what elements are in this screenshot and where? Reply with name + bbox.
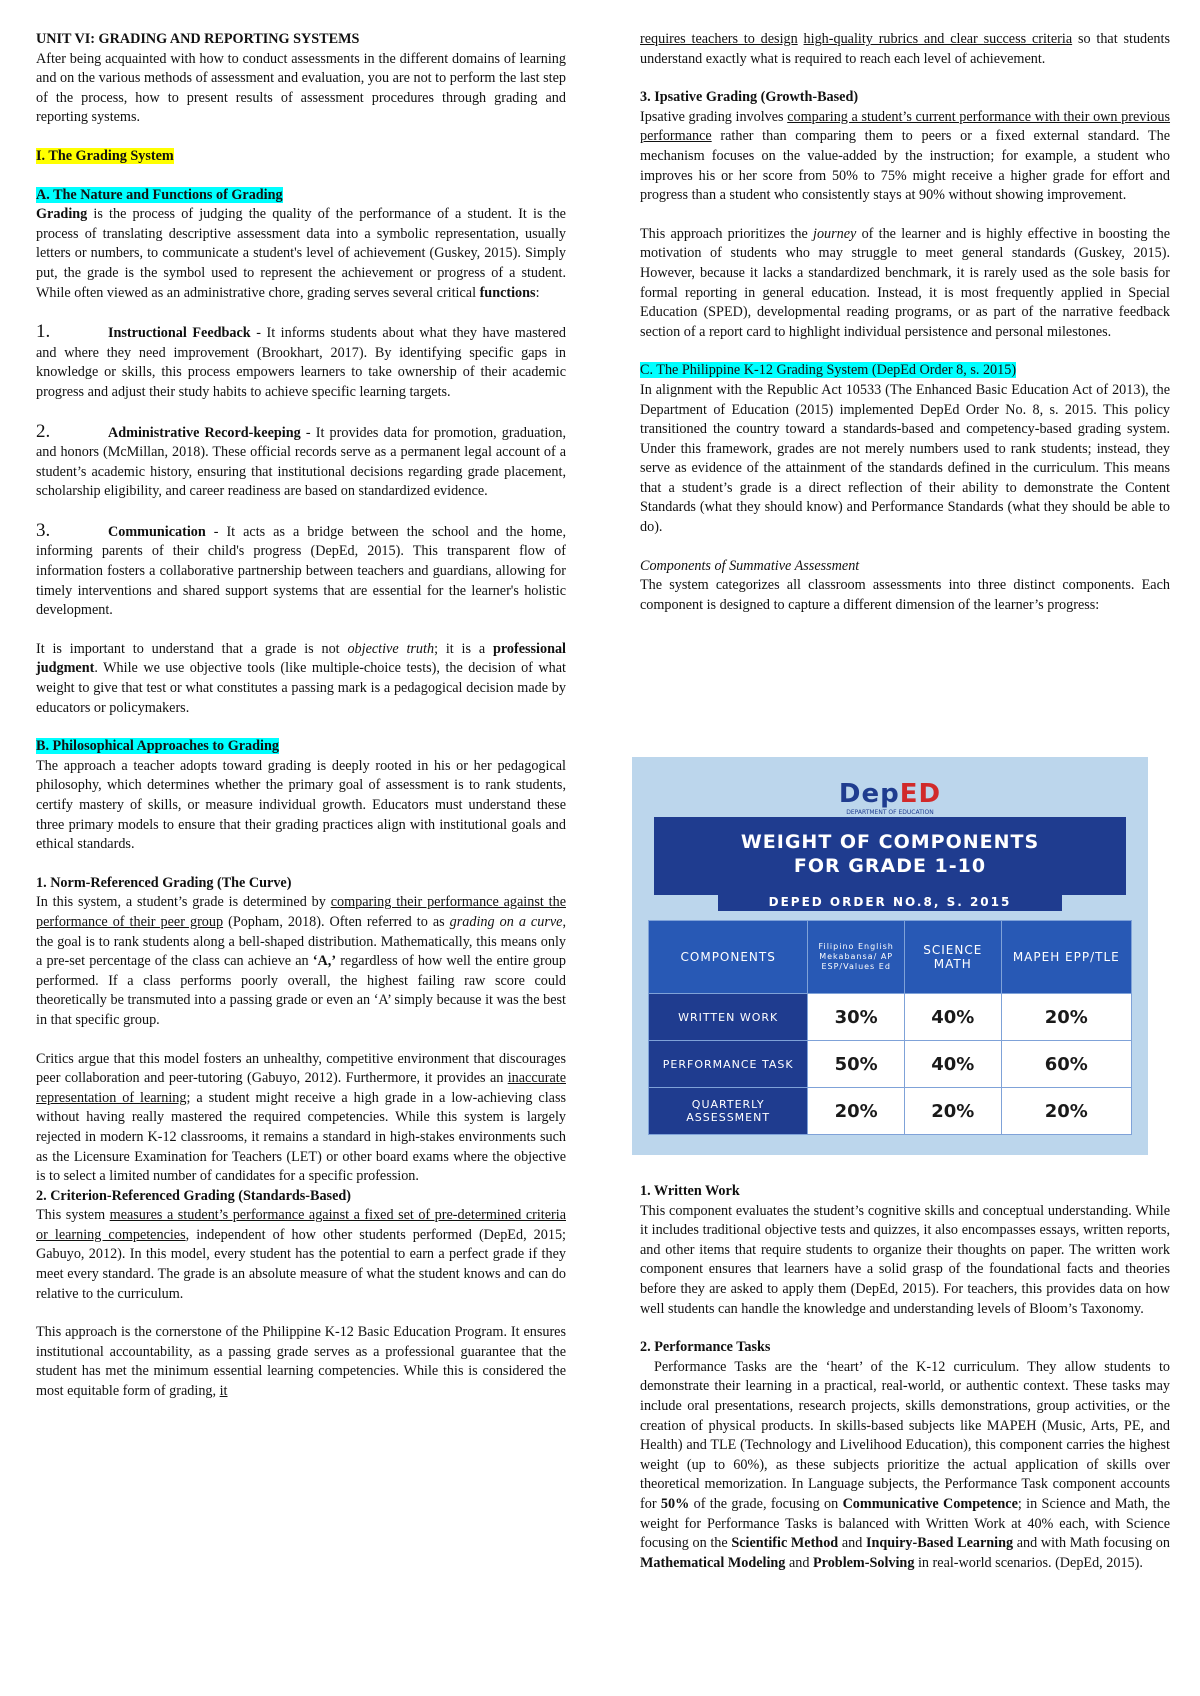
- right-column-lower: [640, 1182, 1170, 1573]
- journey-paragraph: This approach prioritizes the journey of the learner and is highly effective in boosting the motivation of students who may struggle to meet general standards (Guskey, 2015). However, because it lacks a standardized benchmark, it is rarely used as the sole basis for formal reporting in general education. Instead, it is most frequently applied in Special Education (SPED), developmental reading programs, or as part of the narrative feedback section of a report card to highlight individual persistence and personal milestones.: [640, 225, 1170, 340]
- ipsative-paragraph: Ipsative grading involves comparing a student’s current performance with their own previous performance rather than comparing them to peers or a fixed external standard. The mechanism focuses on the value-added by the instruction; for example, a student who improves his or her score from 50% to 75% might receive a higher grade for effort and progress than a student who consistently stays at 90% without showing improvement.: [640, 108, 1171, 204]
- table-cell: 30%: [808, 994, 905, 1041]
- unit-title: UNIT VI: GRADING AND REPORTING SYSTEMS: [36, 31, 360, 47]
- table-cell: 20%: [1001, 1088, 1131, 1135]
- norm-paragraph: In this system, a student’s grade is determined by comparing their performance against the performance of their peer group (Popham, 2018). Often referred to as grading on a curve, the goal is to rank students along a bell-shaped distribution. Mathematically, this means only a pre-set percentage of the class can achieve an ‘A,’ regardless of how well the entire group performed. If a class performs poorly overall, the highest failing raw score could theoretically be transmuted into a passing grade or even an ‘A’ simply because it was the best in that specific group.: [36, 894, 566, 1028]
- table-row: [649, 1041, 1132, 1088]
- function-item-feedback: 1. Instructional Feedback - It informs students about what they have mastered and where they need improvement (Brookhart, 2017). By identifying specific gaps in knowledge or skills, this process empowers learners to take ownership of their academic progress and adjust their study habits to achieve specific learning targets.: [36, 321, 566, 400]
- infographic-subtitle: DEPED ORDER NO.8, S. 2015: [718, 893, 1062, 911]
- function-item-record-keeping: 2. Administrative Record-keeping - It provides data for promotion, graduation, and honors (McMillan, 2018). These official records serve as a permanent legal account of a student’s academic history, ensuring that institutional decisions regarding grade placement, scholarship eligibility, and career readiness are based on standardized evidence.: [36, 420, 566, 500]
- deped-logo: DepED: [838, 779, 942, 809]
- heading-performance-tasks: 2. Performance Tasks: [640, 1339, 771, 1356]
- infographic-title: [654, 817, 1126, 895]
- heading-criterion-referenced: 2. Criterion-Referenced Grading (Standards-Based): [36, 1187, 351, 1204]
- weights-table: [648, 920, 1132, 1135]
- table-cell: 20%: [1001, 994, 1131, 1041]
- table-cell: 40%: [904, 1041, 1001, 1088]
- header-languages: Filipino English Mekabansa/ AP ESP/Values Ed: [808, 921, 905, 994]
- row-label: QUARTERLY ASSESSMENT: [649, 1088, 808, 1135]
- cornerstone-paragraph: This approach is the cornerstone of the Philippine K-12 Basic Education Program. It ensures institutional accountability, as a passing grade serves as a professional guarantee that the student has met the minimum essential learning competencies. While this is considered the most equitable form of grading, it: [36, 1324, 566, 1400]
- table-cell: 20%: [808, 1088, 905, 1135]
- header-mapeh: MAPEH EPP/TLE: [1001, 921, 1131, 994]
- heading-norm-referenced: 1. Norm-Referenced Grading (The Curve): [36, 874, 292, 891]
- heading-written-work: 1. Written Work: [640, 1183, 740, 1199]
- judgment-paragraph: It is important to understand that a grade is not objective truth; it is a professional judgment. While we use objective tools (like multiple-choice tests), the decision of what weight to give that test or what constitutes a passing mark is a pedagogical decision made by educators or policymakers.: [36, 640, 567, 716]
- row-label: PERFORMANCE TASK: [649, 1041, 808, 1088]
- left-column: [36, 30, 566, 1402]
- function-item-communication: 3. Communication - It acts as a bridge between the school and the home, informing parents of their child's progress (DepEd, 2015). This transparent flow of information fosters a collaborative partnership between teachers and guardians, allowing for timely interventions and shared support systems that are essential for the learner's holistic development.: [36, 519, 566, 619]
- heading-ipsative: 3. Ipsative Grading (Growth-Based): [640, 89, 859, 106]
- heading-nature-functions: A. The Nature and Functions of Grading: [36, 186, 283, 203]
- table-row: [649, 1088, 1132, 1135]
- intro-paragraph: After being acquainted with how to conduct assessments in the different domains of learning and on the various methods of assessment and evaluation, you are not to perform the last step of the process, how to present results of assessment procedures through grading and reporting systems.: [36, 50, 566, 126]
- table-cell: 60%: [1001, 1041, 1131, 1088]
- philosophy-paragraph: The approach a teacher adopts toward grading is deeply rooted in his or her pedagogical philosophy, which determines whether the primary goal of assessment is to rank students, certify mastery of skills, or measure individual growth. Educators must understand these three primary models to ensure that their grading practices align with institutional goals and ethical standards.: [36, 757, 566, 853]
- term-functions: functions: [479, 284, 536, 301]
- table-row: [649, 994, 1132, 1041]
- header-science-math: SCIENCE MATH: [904, 921, 1001, 994]
- written-work-paragraph: This component evaluates the student’s cognitive skills and conceptual understanding. While it includes traditional objective tests and quizzes, it also encompasses essays, written reports, and other items that require students to organize their thoughts on paper. The written work component ensures that learners have a solid grasp of the foundational facts and theories before they are asked to apply them (DepEd, 2015). For teachers, this provides data on how well students can handle the knowledge and understanding levels of Bloom’s Taxonomy.: [640, 1202, 1170, 1317]
- deped-paragraph: In alignment with the Republic Act 10533 (The Enhanced Basic Education Act of 2013), the Department of Education (2015) implemented DepEd Order No. 8, s. 2015. This policy transitioned the country toward a standards-based and competency-based grading system. Under this framework, grades are not merely numbers used to rank students; instead, they serve as evidence of the attainment of the standards defined in the curriculum. This means that a student’s grade is a direct reflection of their ability to demonstrate the Content Standards (what they should know) and Performance Standards (what they should be able to do).: [640, 381, 1170, 536]
- term-grading: Grading: [36, 206, 88, 223]
- heading-components: Components of Summative Assessment: [640, 557, 860, 574]
- header-components: COMPONENTS: [649, 921, 808, 994]
- criterion-paragraph: This system measures a student’s performance against a fixed set of pre-determined criteria or learning competencies, independent of how other students performed (DepEd, 2015; Gabuyo, 2012). In this model, every student has the potential to earn a perfect grade if they meet every standard. The grade is an absolute measure of what the student knows and can do relative to the curriculum.: [36, 1207, 566, 1302]
- heading-deped-system: C. The Philippine K-12 Grading System (DepEd Order 8, s. 2015): [640, 362, 1017, 379]
- row-label: WRITTEN WORK: [649, 994, 808, 1041]
- logo-tagline: DEPARTMENT OF EDUCATION: [846, 809, 934, 816]
- table-cell: 20%: [904, 1088, 1001, 1135]
- components-paragraph: The system categorizes all classroom assessments into three distinct components. Each component is designed to capture a different dimension of the learner’s progress:: [640, 577, 1170, 613]
- performance-paragraph: Performance Tasks are the ‘heart’ of the K-12 curriculum. They allow students to demonstrate their learning in a practical, real-world, or authentic context. These tasks may include oral presentations, research projects, skills demonstrations, group activities, or the creation of physical products. In skills-based subjects like MAPEH (Music, Arts, PE, and Health) and TLE (Technology and Livelihood Education), this component carries the highest weight (up to 60%), as these subjects prioritize the actual application of skills over theoretical memorization. In Language subjects, the Performance Task component accounts for 50% of the grade, focusing on Communicative Competence; in Science and Math, the weight for Performance Tasks is balanced with Written Work at 40% each, with Science focusing on the Scientific Method and Inquiry-Based Learning and with Math focusing on Mathematical Modeling and Problem-Solving in real-world scenarios. (DepEd, 2015).: [640, 1358, 1171, 1571]
- critics-paragraph: Critics argue that this model fosters an unhealthy, competitive environment that discourages peer collaboration and peer-tutoring (Gabuyo, 2012). Furthermore, it provides an inaccurate representation of learning; a student might receive a high grade in a low-achieving class without having really mastered the required competencies. While this system is largely rejected in modern K-12 classrooms, it remains a standard in high-stakes environments such as the Licensure Examination for Teachers (LET) or other board exams where the objective is to select a limited number of candidates for a specific profession.: [36, 1050, 566, 1185]
- table-cell: 40%: [904, 994, 1001, 1041]
- heading-grading-system: I. The Grading System: [36, 147, 174, 164]
- infographic-title-line1: WEIGHT OF COMPONENTS: [740, 831, 1040, 853]
- continuation-paragraph: requires teachers to design high-quality rubrics and clear success criteria so that students understand exactly what is required to reach each level of achievement.: [640, 31, 1170, 67]
- right-column: [640, 30, 1170, 615]
- table-header-row: [649, 921, 1132, 994]
- nature-paragraph: Grading is the process of judging the quality of the performance of a student. It is the process of translating descriptive assessment data into a symbolic representation, usually letters or numbers, to communicate a student's level of achievement (Guskey, 2015). Simply put, the grade is the symbol used to represent the achievement or progress of a student. While often viewed as an administrative chore, grading serves several critical functions:: [36, 206, 566, 301]
- infographic-title-line2: FOR GRADE 1-10: [793, 855, 987, 877]
- heading-philosophical-approaches: B. Philosophical Approaches to Grading: [36, 738, 279, 755]
- table-cell: 50%: [808, 1041, 905, 1088]
- weight-components-infographic: [632, 757, 1148, 1155]
